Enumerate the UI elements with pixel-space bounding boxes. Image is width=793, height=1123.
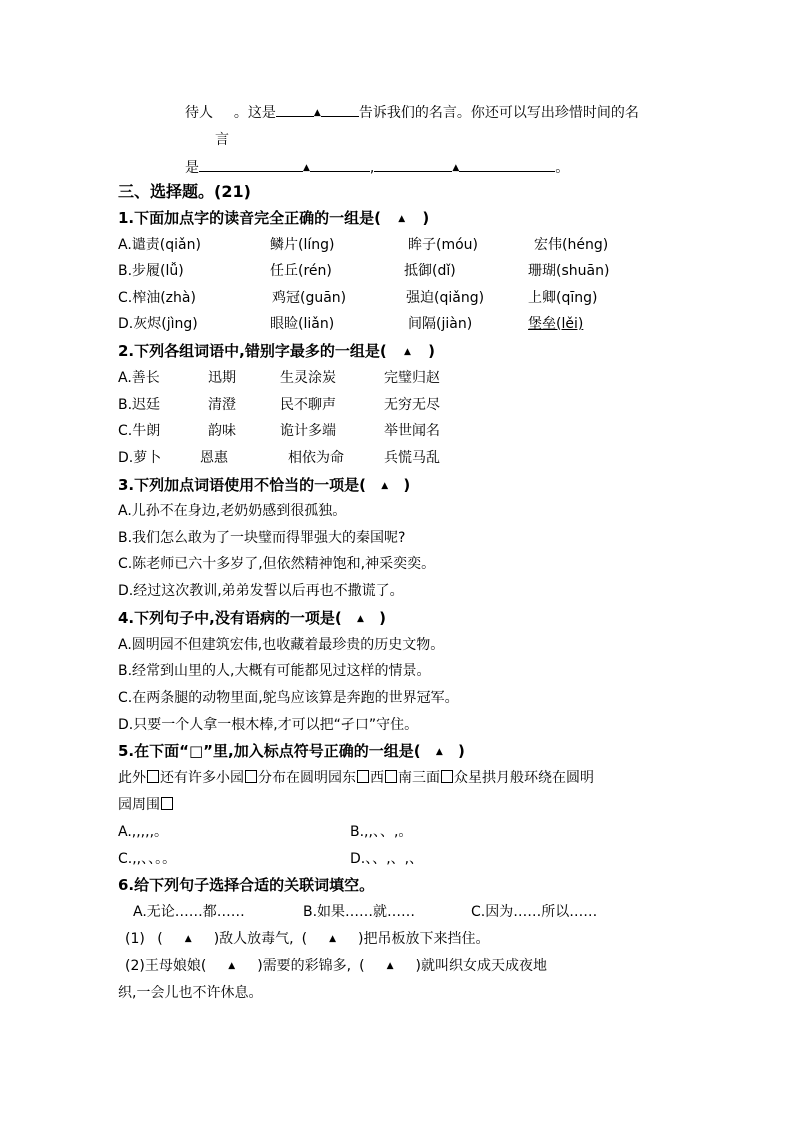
option-item: 眸子(móu) [408,237,478,253]
triangle-marker-icon: ▲ [435,747,443,757]
option-item: 完璧归赵 [384,370,440,386]
triangle-marker-icon: ▲ [303,163,310,173]
question-text: ) [422,209,430,227]
triangle-marker-icon: ▲ [228,961,236,971]
q5-option-d: D.、、,、,、 [350,851,424,867]
option-item: 鸡冠(guān) [272,290,347,306]
option-item: 强迫(qiǎng) [406,290,485,306]
option-item: A.谴责(qiǎn) [118,237,201,253]
text-fragment: ) [213,931,220,947]
q3-option-b: B.我们怎么敢为了一块璧而得罪强大的秦国呢? [118,530,406,546]
text-fragment: 是 [185,160,199,176]
text-fragment: 敌人放毒气, [219,931,294,947]
question-text: ) [457,742,465,760]
option-item: 清澄 [208,397,236,413]
text-fragment: 众星拱月般环绕在圆明 [454,770,594,786]
text-fragment: 把吊板放下来挡住。 [363,931,490,947]
question-2-stem [118,341,435,362]
text-fragment: 告诉我们的名言。你还可以写出珍惜时间的名 [358,105,639,121]
question-text: 4.下列句子中,没有语病的一项是( [118,609,342,627]
q2-row-a [118,368,440,388]
q4-option-d: D.只要一个人拿一根木棒,才可以把“孑口”守住。 [118,717,419,733]
option-item: D.萝卜 [118,450,162,466]
answer-blank[interactable] [374,157,452,172]
q1-row-b [118,261,609,281]
text-fragment: 南三面 [398,770,440,786]
q1-row-d [118,314,583,334]
triangle-marker-icon: ▲ [381,481,389,491]
punctuation-box[interactable] [245,770,257,783]
option-item: 间隔(jiàn) [408,316,473,332]
answer-blank[interactable] [459,157,555,172]
text-fragment: ) [257,958,263,974]
text-fragment: 此外 [118,770,146,786]
option-item: 相依为命 [288,450,344,466]
q2-row-c [118,421,440,441]
question-text: 2.下列各组词语中,错别字最多的一组是( [118,342,387,360]
triangle-marker-icon: ▲ [184,934,192,944]
q5-option-c: C.,,、、。。 [118,851,177,867]
punctuation-box[interactable] [147,770,159,783]
text-fragment: 待人 [185,105,213,121]
triangle-marker-icon: ▲ [398,214,406,224]
text-fragment: 就叫织女成天成夜地 [421,958,547,974]
option-item: 上卿(qīng) [528,290,598,306]
option-item: 眼睑(liǎn) [270,316,335,332]
text-fragment: ) [358,931,364,947]
option-item: 恩惠 [200,450,228,466]
option-item: 珊瑚(shuān) [528,263,610,279]
question-text: 5.在下面“□”里,加入标点符号正确的一组是( [118,742,421,760]
text-fragment: 言 [215,132,229,148]
q5-option-b: B.,,、、,。 [350,824,413,840]
choice-item: B.如果……就…… [303,904,416,920]
q5-option-a: A.,,,,,。 [118,824,169,840]
text-fragment: 园周围 [118,797,160,813]
q5-sentence-line-2 [118,795,174,815]
option-item: 堡垒(lěi) [528,316,584,332]
text-fragment: ( [301,931,308,947]
triangle-marker-icon: ▲ [403,347,411,357]
option-item: 鳞片(líng) [270,237,335,253]
text-fragment: ( [157,931,163,947]
question-3-stem [118,475,410,496]
option-item: 民不聊声 [280,397,336,413]
q5-sentence-line-1 [118,768,594,788]
q2-row-d [118,448,440,468]
text-fragment: 需要的彩锦多, [262,958,352,974]
option-item: 无穷无尽 [384,397,440,413]
triangle-marker-icon: ▲ [313,108,321,118]
option-item: D.灰烬(jìng) [118,316,198,332]
text-fragment: 。 [555,160,570,176]
q2-row-b [118,395,440,415]
q1-row-c [118,288,597,308]
q6-sentence-1 [125,929,489,949]
text-fragment: ( [359,958,365,974]
text-fragment: , [369,160,375,176]
q6-sentence-2 [125,956,547,976]
option-item: 韵味 [208,423,236,439]
q4-option-a: A.圆明园不但建筑宏伟,也收藏着最珍贵的历史文物。 [118,637,445,653]
q4-option-c: C.在两条腿的动物里面,鸵鸟应该算是奔跑的世界冠军。 [118,690,459,706]
option-item: C.榨油(zhà) [118,290,196,306]
option-item: 兵慌马乱 [384,450,440,466]
section-title: 三、选择题。(21) [118,182,251,201]
question-text: ) [428,342,435,360]
option-item: 宏伟(héng) [534,237,609,253]
q6-choices [133,902,597,922]
option-item: 生灵涂炭 [280,370,336,386]
question-1-stem [118,208,429,229]
question-5-stem [118,741,465,762]
punctuation-box[interactable] [357,770,369,783]
option-item: 任丘(rén) [270,263,332,279]
q3-option-d: D.经过这次教训,弟弟发誓以后再也不撒谎了。 [118,583,404,599]
answer-blank[interactable] [199,157,303,172]
option-item: 诡计多端 [280,423,336,439]
text-fragment: 西 [370,770,384,786]
text-fragment: (1) [125,931,145,947]
answer-blank[interactable] [276,102,314,117]
punctuation-box[interactable] [385,770,397,783]
top-line-3 [185,157,569,178]
option-item: 抵御(dǐ) [404,263,456,279]
q6-sentence-2-cont: 织,一会儿也不许休息。 [118,985,263,1001]
option-item: B.步履(lǚ) [118,263,184,279]
triangle-marker-icon: ▲ [452,163,460,173]
q1-row-a [118,235,608,255]
option-item: A.善长 [118,370,160,386]
option-item: C.牛朗 [118,423,161,439]
option-item: B.迟廷 [118,397,161,413]
answer-blank[interactable] [310,157,370,172]
choice-item: A.无论……都…… [133,904,245,920]
q4-option-b: B.经常到山里的人,大概有可能都见过这样的情景。 [118,663,431,679]
choice-item: C.因为……所以…… [471,904,598,920]
question-text: 1.下面加点字的读音完全正确的一组是( [118,209,381,227]
top-line-2 [215,130,229,150]
triangle-marker-icon: ▲ [329,934,336,944]
text-fragment: 还有许多小园 [160,770,244,786]
question-6-stem: 6.给下列句子选择合适的关联词填空。 [118,876,375,894]
option-item: 迅期 [208,370,236,386]
triangle-marker-icon: ▲ [356,614,364,624]
question-text: ) [379,609,386,627]
punctuation-box[interactable] [161,797,173,810]
q3-option-c: C.陈老师已六十多岁了,但依然精神饱和,神采奕奕。 [118,556,436,572]
text-fragment: (2)王母娘娘( [125,958,207,974]
option-item: 举世闻名 [384,423,440,439]
question-text: ) [403,476,411,494]
answer-blank[interactable] [321,102,359,117]
punctuation-box[interactable] [441,770,453,783]
text-fragment: 。这是 [233,105,276,121]
question-4-stem [118,608,386,629]
text-fragment: 分布在圆明园东 [258,770,356,786]
q3-option-a: A.儿孙不在身边,老奶奶感到很孤独。 [118,503,347,519]
triangle-marker-icon: ▲ [386,961,394,971]
top-line-1 [185,102,639,123]
text-fragment: ) [415,958,421,974]
question-text: 3.下列加点词语使用不恰当的一项是( [118,476,366,494]
